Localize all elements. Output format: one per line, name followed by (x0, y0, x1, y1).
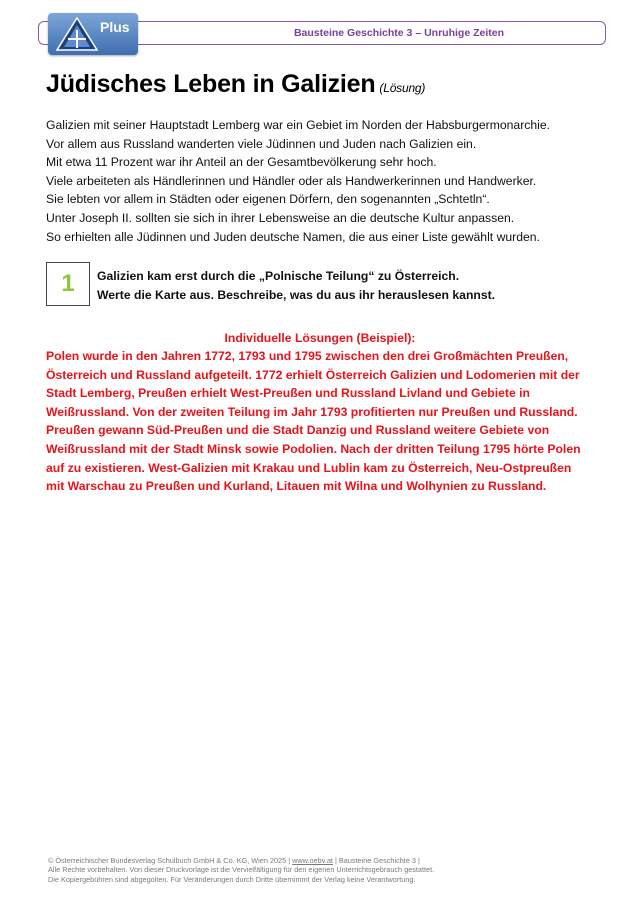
footer-line-3: Die Kopiergebühren sind abgegolten. Für Veränderungen durch Dritte übernimmt der Verlag keine Verantwortung. (48, 874, 416, 884)
footer-line-1 (48, 856, 434, 865)
publisher-link[interactable]: www.oebv.at (292, 856, 333, 865)
logo-text: Plus (100, 19, 130, 35)
solution-line: Weißrussland. Von der zweiten Teilung im Jahr 1793 profitierten nur Preußen und Russland. (46, 404, 578, 419)
solution-line: Preußen gewann Süd-Preußen und die Stadt Danzig und Russland weitere Gebiete von (46, 423, 550, 438)
intro-text (46, 116, 606, 246)
solution-text (46, 347, 606, 496)
intro-line: So erhielten alle Jüdinnen und Juden deutsche Namen, die aus einer Liste gewählt wurden. (46, 229, 540, 244)
task-line: Galizien kam erst durch die „Polnische Teilung“ zu Österreich. (97, 269, 460, 283)
solution-line: Weißrussland mit der Stadt Minsk sowie Podolien. Nach der dritten Teilung 1795 hörte Polen (46, 441, 581, 456)
page-subtitle: (Lösung) (379, 81, 426, 95)
task-number-box (46, 262, 90, 306)
intro-line: Sie lebten vor allem in Städten oder eigenen Dörfern, den sogenannten „Schtetln“. (46, 192, 490, 207)
plus-logo (48, 13, 138, 55)
intro-line: Galizien mit seiner Hauptstadt Lemberg war ein Gebiet im Norden der Habsburgermonarchie. (46, 118, 550, 132)
solution-heading: Individuelle Lösungen (Beispiel): (224, 331, 416, 345)
footer-book-title: | Bausteine Geschichte 3 | (332, 856, 420, 865)
solution-line: mit Warschau zu Preußen und Kurland, Litauen mit Wilna und Wolhynien zu Russland. (46, 479, 547, 494)
solution-line: Polen wurde in den Jahren 1772, 1793 und 1795 zwischen den drei Großmächten Preußen, (46, 349, 569, 363)
triangle-logo-icon (56, 17, 98, 51)
solution-line: auf zu existieren. West-Galizien mit Krakau und Lublin kam zu Österreich, Neu-Ostpreußen (46, 460, 572, 475)
page-title-text: Jüdisches Leben in Galizien (46, 70, 376, 98)
footer (48, 856, 434, 884)
intro-line: Vor allem aus Russland wanderten viele Jüdinnen und Juden nach Galizien ein. (46, 136, 477, 151)
footer-copyright: © Österreichischer Bundesverlag Schulbuch GmbH & Co. KG, Wien 2025 | (48, 856, 293, 865)
task-instructions (97, 267, 495, 304)
intro-line: Mit etwa 11 Prozent war ihr Anteil an der Gesamtbevölkerung sehr hoch. (46, 155, 437, 170)
intro-line: Viele arbeiteten als Händlerinnen und Händler oder als Handwerkerinnen und Handwerker. (46, 173, 537, 188)
intro-line: Unter Joseph II. sollten sie sich in ihrer Lebensweise an die deutsche Kultur anpassen. (46, 210, 515, 225)
task-line: Werte die Karte aus. Beschreibe, was du aus ihr herauslesen kannst. (97, 287, 496, 302)
solution-line: Österreich und Russland aufgeteilt. 1772 erhielt Österreich Galizien und Lodomerien mit der (46, 367, 580, 382)
footer-line-2: Alle Rechte vorbehalten. Von dieser Druckvorlage ist die Vervielfältigung für den eigenen Unterrichtsgebrauch gestattet. (48, 865, 435, 875)
header-title: Bausteine Geschichte 3 – Unruhige Zeiten (293, 27, 504, 39)
solution-line: Stadt Lemberg, Preußen erhielt West-Preußen und Russland Livland und Gebiete in (46, 386, 530, 401)
page-title (46, 70, 425, 99)
task-number: 1 (61, 270, 75, 297)
